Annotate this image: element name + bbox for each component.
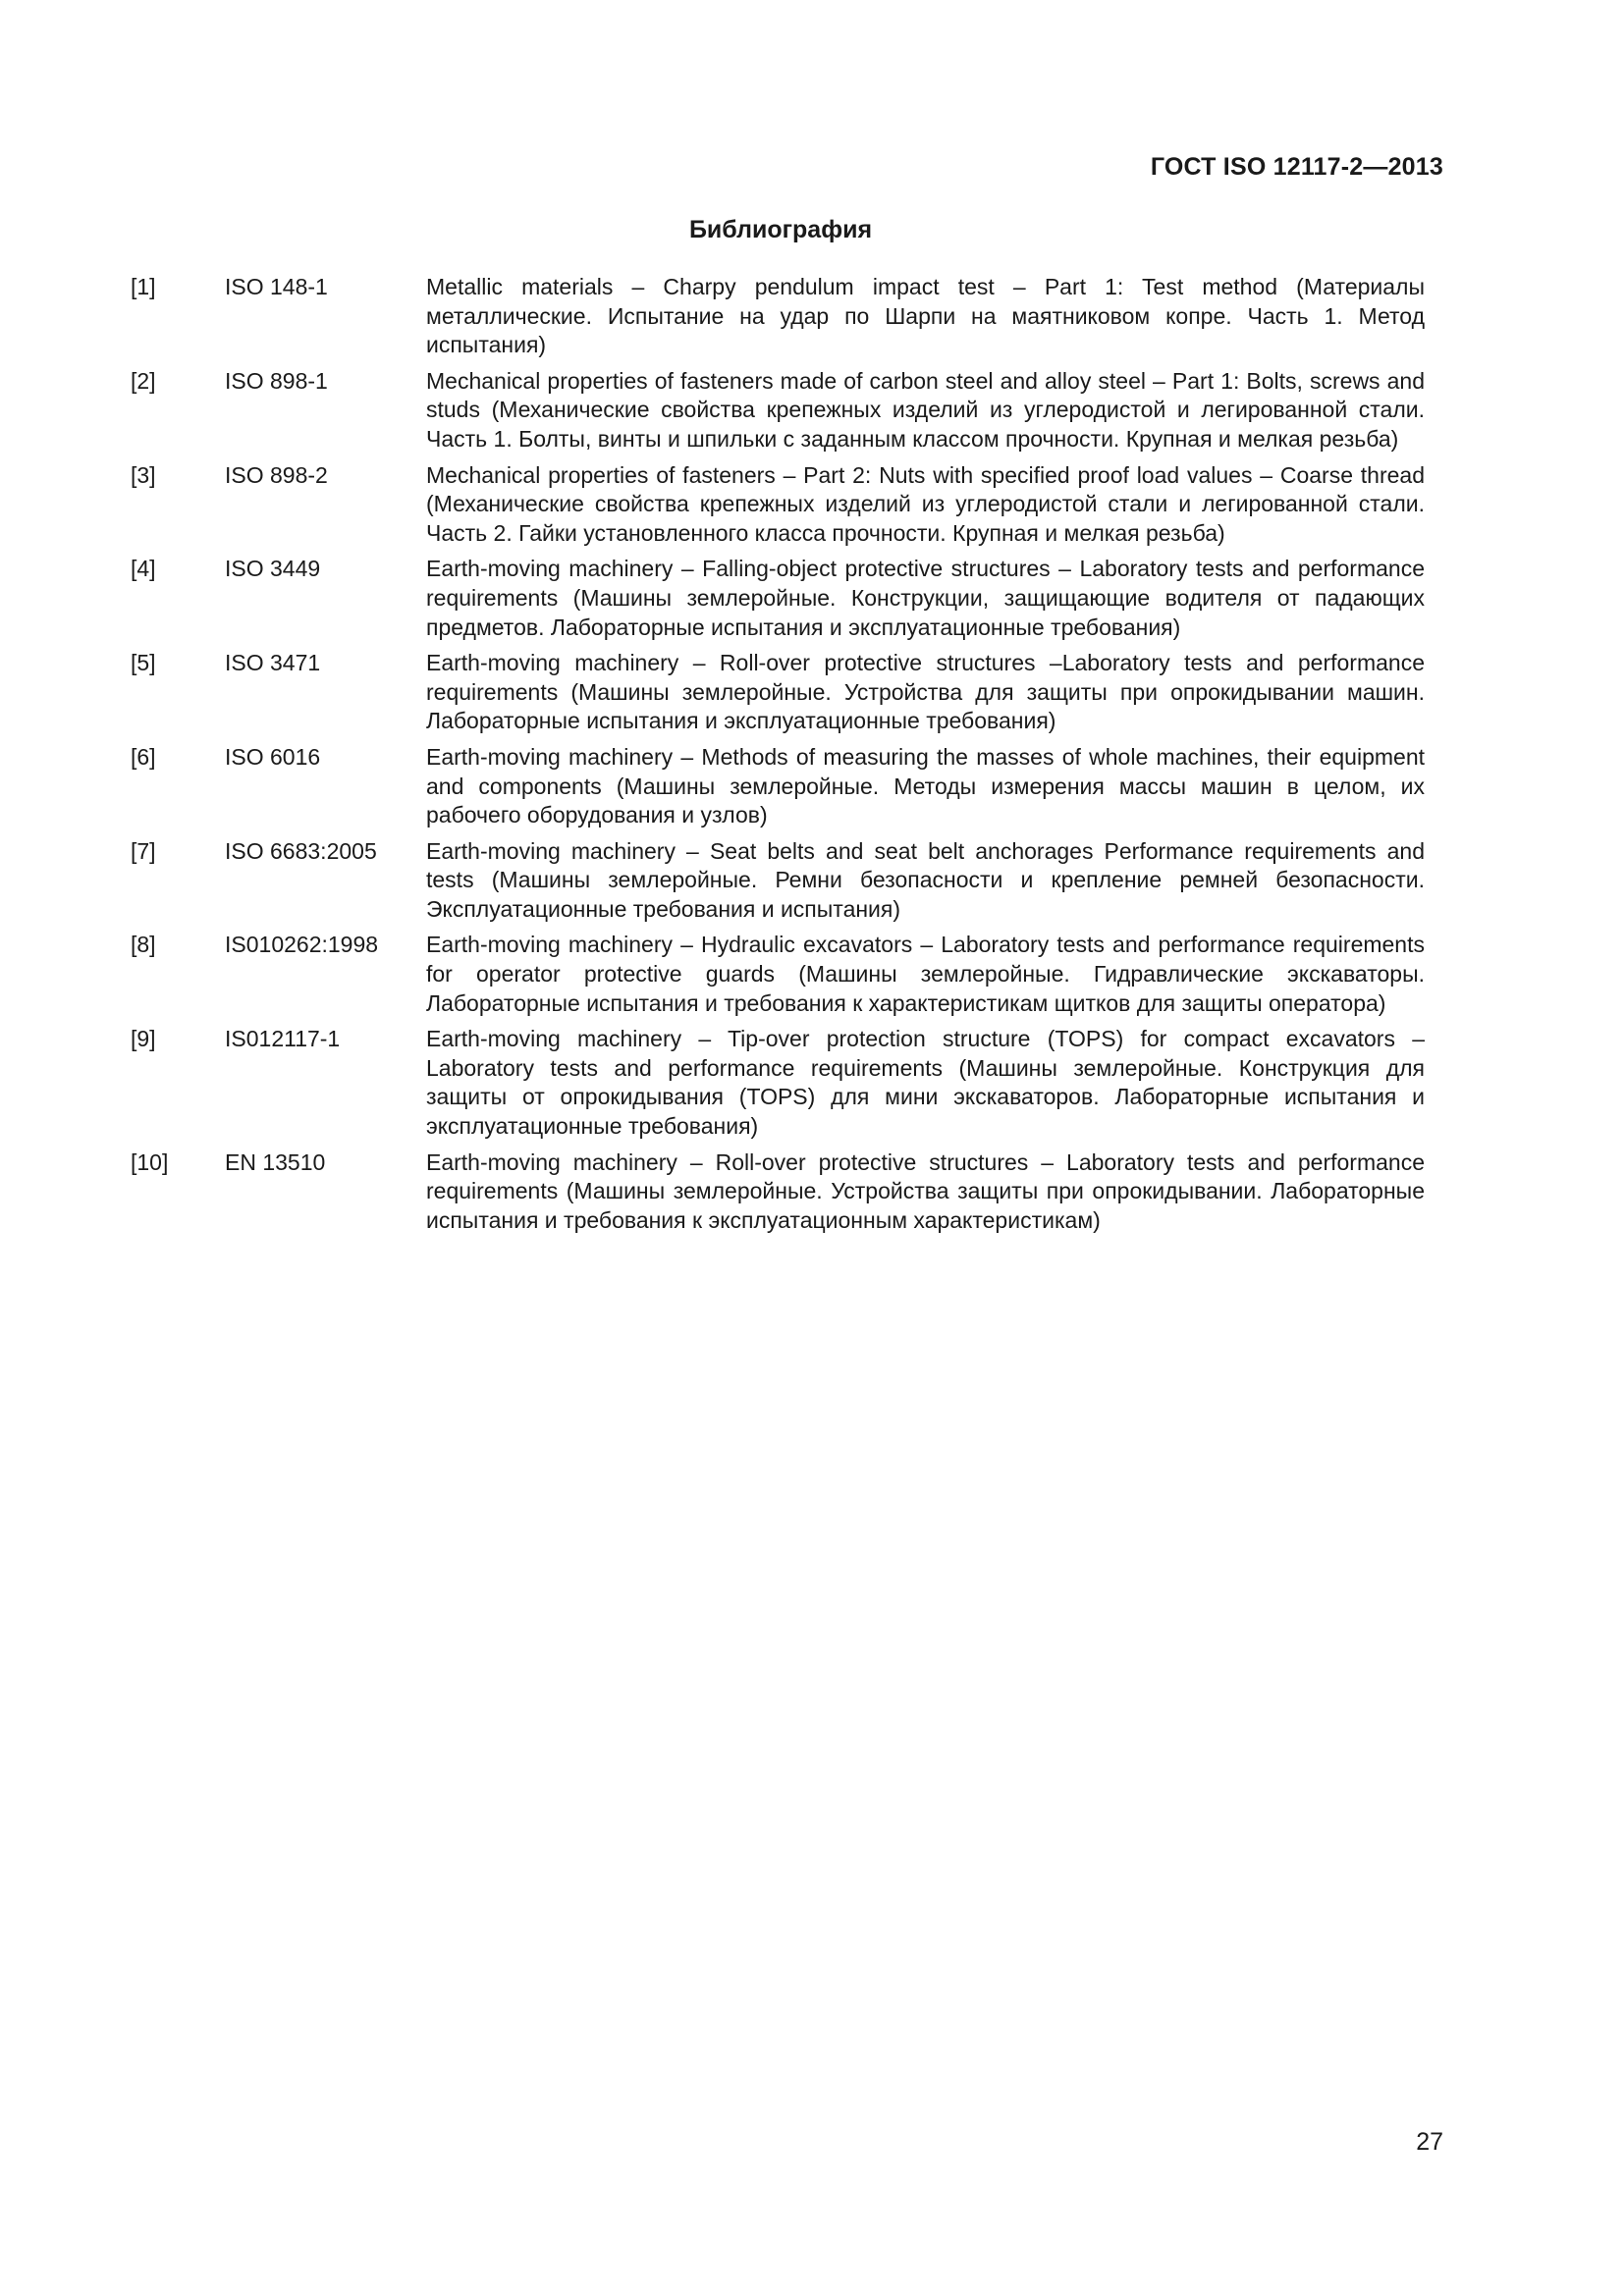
reference-item	[131, 555, 1425, 642]
reference-code: ISO 3471	[225, 650, 321, 676]
reference-text: Earth-moving machinery – Roll-over protective structures – Laboratory tests and performance requirements (Машины землеройные. Устройства защиты при опрокидывании. Лабораторные испытания и требования к эксплуатационным характеристикам)	[426, 1148, 1425, 1233]
reference-item	[131, 273, 1425, 360]
reference-list	[131, 273, 1425, 1242]
reference-text: Metallic materials – Charpy pendulum impact test – Part 1: Test method (Материалы металлические. Испытание на удар по Шарпи на маятниковом копре. Часть 1. Метод испытания)	[426, 274, 1425, 358]
reference-text: Earth-moving machinery – Tip-over protection structure (TOPS) for compact excavators – Laboratory tests and performance requirements (Машины землеройные. Конструкция для защиты от опрокидывания (TOPS) для мини экскаваторов. Лабораторные испытания и эксплуатационные требования)	[426, 1026, 1425, 1140]
reference-item	[131, 461, 1425, 549]
reference-text: Earth-moving machinery – Roll-over protective structures –Laboratory tests and performance requirements (Машины землеройные. Устройства для защиты при опрокидывании машин. Лабораторные испытания и эксплуатационные требования)	[426, 650, 1425, 734]
reference-text: Mechanical properties of fasteners made of carbon steel and alloy steel – Part 1: Bolts, screws and studs (Механические свойства крепежных изделий из углеродистой и легированной стали. Часть 1. Болты, винты и шпильки с заданным классом прочности. Крупная и мелкая резьба)	[426, 367, 1425, 452]
reference-number: [6]	[131, 743, 156, 770]
reference-text: Earth-moving machinery – Seat belts and seat belt anchorages Performance requirements and tests (Машины землеройные. Ремни безопасности и крепление ремней безопасности. Эксплуатационные требования и испытания)	[426, 837, 1425, 922]
reference-code: IS012117-1	[225, 1026, 341, 1052]
reference-item	[131, 649, 1425, 736]
reference-text: Earth-moving machinery – Hydraulic excavators – Laboratory tests and performance requirements for operator protective guards (Машины землеройные. Гидравлические экскаваторы. Лабораторные испытания и требования к характеристикам щитков для защиты оператора)	[426, 932, 1425, 1016]
reference-text: Mechanical properties of fasteners – Part 2: Nuts with specified proof load values – Coarse thread (Механические свойства крепежных изделий из углеродистой стали и легированной стали. Часть 2. Гайки установленного класса прочности. Крупная и мелкая резьба)	[426, 461, 1425, 546]
reference-number: [1]	[131, 274, 156, 299]
standard-id-header: ГОСТ ISO 12117-2—2013	[1150, 153, 1443, 181]
reference-code: ISO 898-2	[225, 461, 328, 488]
reference-code: IS010262:1998	[225, 932, 379, 958]
reference-code: ISO 3449	[225, 556, 321, 582]
reference-number: [2]	[131, 367, 156, 394]
bibliography-title: Библиография	[688, 216, 873, 243]
reference-item	[131, 743, 1425, 830]
reference-item	[131, 931, 1425, 1018]
reference-code: EN 13510	[225, 1148, 326, 1175]
reference-number: [4]	[131, 556, 156, 582]
reference-number: [3]	[131, 461, 156, 488]
reference-number: [10]	[131, 1148, 169, 1175]
reference-text: Earth-moving machinery – Falling-object protective structures – Laboratory tests and performance requirements (Машины землеройные. Конструкции, защищающие водителя от падающих предметов. Лабораторные испытания и эксплуатационные требования)	[426, 556, 1425, 640]
reference-code: ISO 898-1	[225, 367, 328, 394]
reference-number: [9]	[131, 1026, 156, 1052]
reference-item	[131, 367, 1425, 454]
reference-item	[131, 1148, 1425, 1236]
reference-item	[131, 837, 1425, 925]
reference-code: ISO 6683:2005	[225, 837, 377, 864]
reference-code: ISO 6016	[225, 743, 321, 770]
reference-code: ISO 148-1	[225, 274, 328, 299]
reference-number: [7]	[131, 837, 156, 864]
reference-number: [8]	[131, 932, 156, 958]
reference-number: [5]	[131, 650, 156, 676]
page-number: 27	[1416, 2128, 1443, 2156]
reference-item	[131, 1025, 1425, 1141]
reference-text: Earth-moving machinery – Methods of measuring the masses of whole machines, their equipment and components (Машины землеройные. Методы измерения массы машин в целом, их рабочего оборудования и узлов)	[426, 743, 1425, 828]
